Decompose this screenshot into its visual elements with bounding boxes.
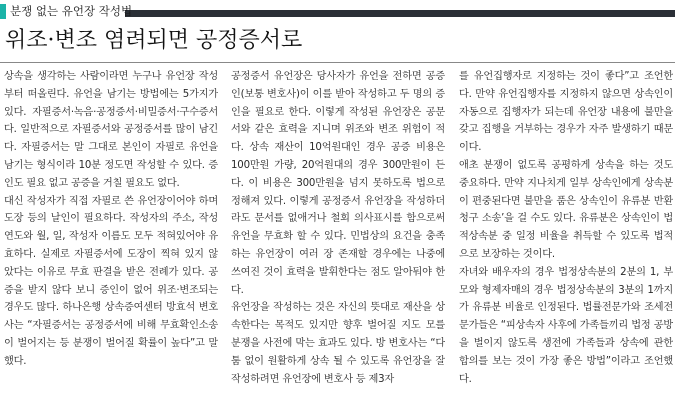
paragraph: 애초 분쟁이 없도록 공평하게 상속을 하는 것도 중요하다. 만약 지나치게 일부 상속인에게 상속분이 편중된다면 불만을 품은 상속인이 유류분 반환청구 소송’을 걸 수도 있다. 유류분은 상속인이 법적상속분 중 일정 비율을 취득할 수 있도록 법적으로 보장하는 것이다.	[459, 159, 673, 260]
section-header	[0, 0, 675, 22]
article-column-1	[4, 68, 218, 408]
section-accent-marker	[0, 4, 6, 19]
section-header-bar	[125, 10, 675, 17]
paragraph: 대신 작성자가 직접 자필로 쓴 유언장이어야 하며 도장 등의 날인이 필요하다. 작성자의 주소, 작성 연도와 월, 일, 작성자 이름도 모두 적혀있어야 유효하다. 실제로 자필증서에 도장이 찍혀 있지 않았다는 이유로 무효 판결을 받은 전례가 있다. 공증을 받지 않다 보니 증인이 없어 위조·변조되는 경우도 많다. 하나은행 상속증여센터 방효석 변호사는 “자필증서는 공정증서에 비해 무효확인소송이 벌어지는 등 분쟁이 벌어질 확률이 높다”고 말했다.	[4, 195, 218, 367]
headline-divider	[0, 62, 675, 63]
article-column-3	[459, 68, 673, 408]
paragraph: 를 유언집행자로 지정하는 것이 좋다”고 조언한다. 만약 유언집행자를 지정하지 않으면 상속인이 자동으로 집행자가 되는데 유언장 내용에 불만을 갖고 집행을 거부하는 경우가 자주 발생하기 때문이다.	[459, 71, 673, 154]
article-column-2	[231, 68, 445, 408]
section-label: 분쟁 없는 유언장 작성법	[10, 4, 133, 18]
article-headline: 위조·변조 염려되면 공정증서로	[5, 28, 303, 53]
paragraph: 공정증서 유언장은 당사자가 유언을 전하면 공증인(보통 변호사)이 이를 받아 작성하고 두 명의 증인을 필요로 한다. 이렇게 작성된 유언장은 공문서와 같은 효력을 지니며 위조와 변조 위험이 적다. 상속 재산이 10억원대인 경우 공증 비용은 100만원 가량, 20억원대의 경우 300만원이 든다. 이 비용은 300만원을 넘지 못하도록 법으로 정해져 있다. 이렇게 공정증서 유언장을 작성하더라도 문서를 없애거나 철회 의사표시를 함으로써 유언을 무효화 할 수 있다. 민법상의 요건을 충족하는 유언장이 여러 장 존재할 경우에는 나중에 쓰여진 것이 효력을 발휘한다는 점도 알아둬야 한다.	[231, 71, 445, 296]
paragraph: 자녀와 배우자의 경우 법정상속분의 2분의 1, 부모와 형제자매의 경우 법정상속분의 3분의 1까지가 유류분 비율로 인정된다. 법률전문가와 조세전문가들은 “피상속자 사후에 가족들끼리 법정 공방을 벌이지 않도록 생전에 가족들과 상속에 관한 합의를 보는 것이 가장 좋은 방법”이라고 조언했다.	[459, 266, 673, 385]
paragraph: 유언장을 작성하는 것은 자신의 뜻대로 재산을 상속한다는 목적도 있지만 향후 벌어질 지도 모를 분쟁을 사전에 막는 효과도 있다. 방 변호사는 “다툼 없이 원활하게 상속 될 수 있도록 유언장을 잘 작성하려면 유언장에 변호사 등 제3자	[231, 302, 445, 385]
paragraph: 상속을 생각하는 사람이라면 누구나 유언장 작성부터 떠올린다. 유언을 남기는 방법에는 5가지가 있다. 자필증서·녹음·공정증서·비밀증서·구수증서다. 일반적으로 자필증서와 공정증서를 많이 남긴다. 자필증서는 말 그대로 본인이 자필로 유언을 남기는 형식이라 10분 정도면 작성할 수 있다. 증인도 필요 없고 공증을 거칠 필요도 없다.	[4, 71, 218, 189]
